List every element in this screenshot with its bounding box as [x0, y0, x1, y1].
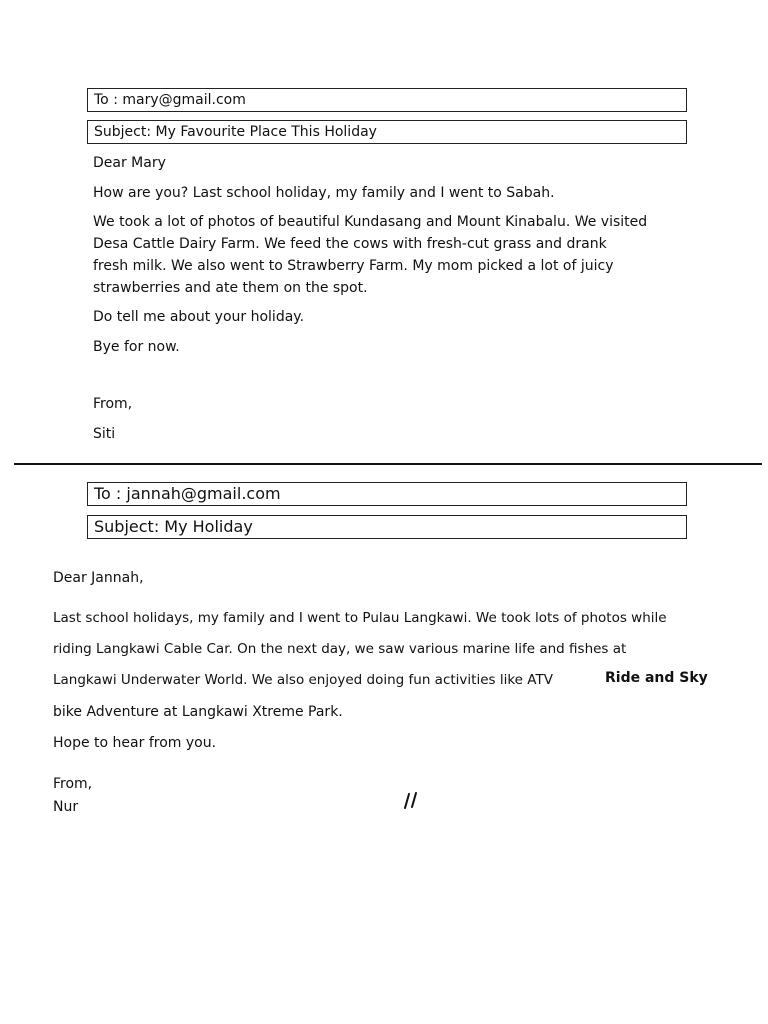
- email2-closing: From,: [53, 776, 93, 792]
- email1-greeting: Dear Mary: [93, 155, 166, 171]
- email1-line-1: How are you? Last school holiday, my family and I went to Sabah.: [93, 185, 555, 201]
- email2-to-field: To : jannah@gmail.com: [87, 482, 687, 506]
- email2-line-1: Last school holidays, my family and I went to Pulau Langkawi. We took lots of photos while: [53, 610, 667, 626]
- email2-line-5: Hope to hear from you.: [53, 735, 217, 751]
- email1-line-3: Desa Cattle Dairy Farm. We feed the cows with fresh-cut grass and drank: [93, 236, 607, 252]
- email1-to-field: To : mary@gmail.com: [87, 88, 687, 112]
- email1-line-2: We took a lot of photos of beautiful Kundasang and Mount Kinabalu. We visited: [93, 214, 648, 230]
- email1-line-4: fresh milk. We also went to Strawberry Farm. My mom picked a lot of juicy: [93, 258, 614, 274]
- email1-subject-field: Subject: My Favourite Place This Holiday: [87, 120, 687, 144]
- email2-greeting: Dear Jannah,: [53, 570, 144, 586]
- email2-line-2: riding Langkawi Cable Car. On the next day, we saw various marine life and fishes at: [53, 641, 627, 657]
- section-divider: [14, 463, 762, 465]
- email1-sender: Siti: [93, 426, 116, 442]
- handwritten-insertion: Ride and Sky: [605, 670, 708, 686]
- email2-sender: Nur: [53, 799, 79, 815]
- email1-line-7: Bye for now.: [93, 339, 180, 355]
- email2-line-3: Langkawi Underwater World. We also enjoyed doing fun activities like ATV: [53, 672, 553, 688]
- pen-stroke-mark: [403, 790, 423, 810]
- email1-closing: From,: [93, 396, 133, 412]
- email2-subject-field: Subject: My Holiday: [87, 515, 687, 539]
- email1-line-6: Do tell me about your holiday.: [93, 309, 305, 325]
- email1-line-5: strawberries and ate them on the spot.: [93, 280, 368, 296]
- email2-line-4: bike Adventure at Langkawi Xtreme Park.: [53, 704, 343, 720]
